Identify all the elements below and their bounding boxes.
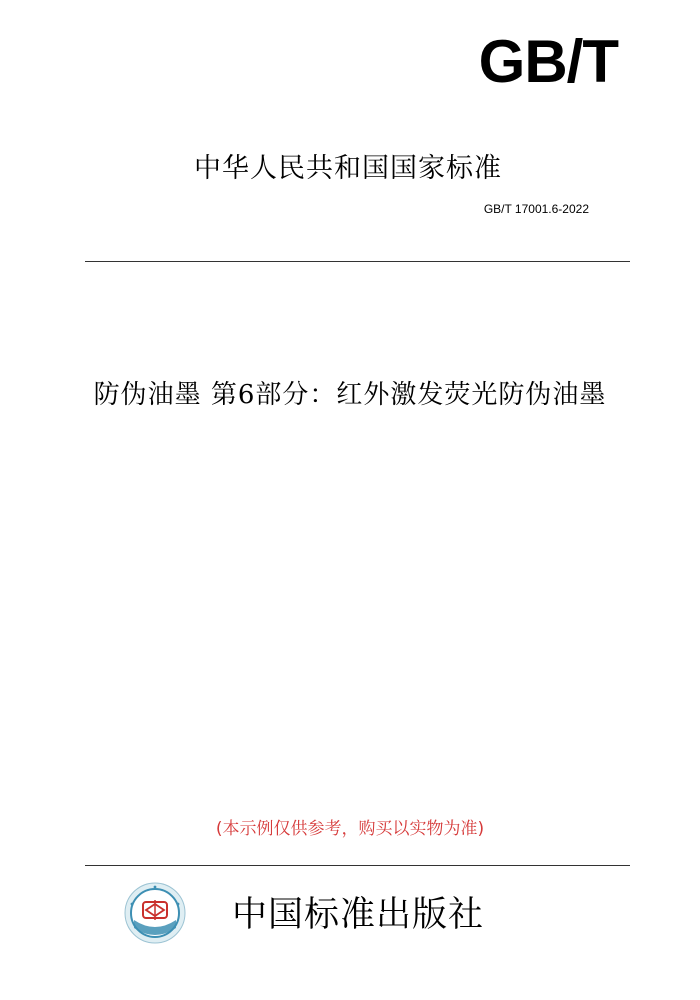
publisher-name: 中国标准出版社	[232, 895, 485, 935]
standard-type-code: GB/T	[478, 28, 618, 95]
publisher-seal-icon	[124, 882, 186, 944]
document-title: 防伪油墨 第6部分：红外激发荧光防伪油墨	[93, 380, 607, 410]
national-standard-title-text: 中华人民共和国国家标准	[194, 153, 502, 184]
top-divider	[85, 261, 630, 262]
national-standard-title	[0, 152, 700, 186]
sample-disclaimer-note: (本示例仅供参考，购买以实物为准)	[215, 819, 485, 839]
standard-number: GB/T 17001.6-2022	[483, 202, 589, 216]
bottom-divider	[85, 865, 630, 866]
